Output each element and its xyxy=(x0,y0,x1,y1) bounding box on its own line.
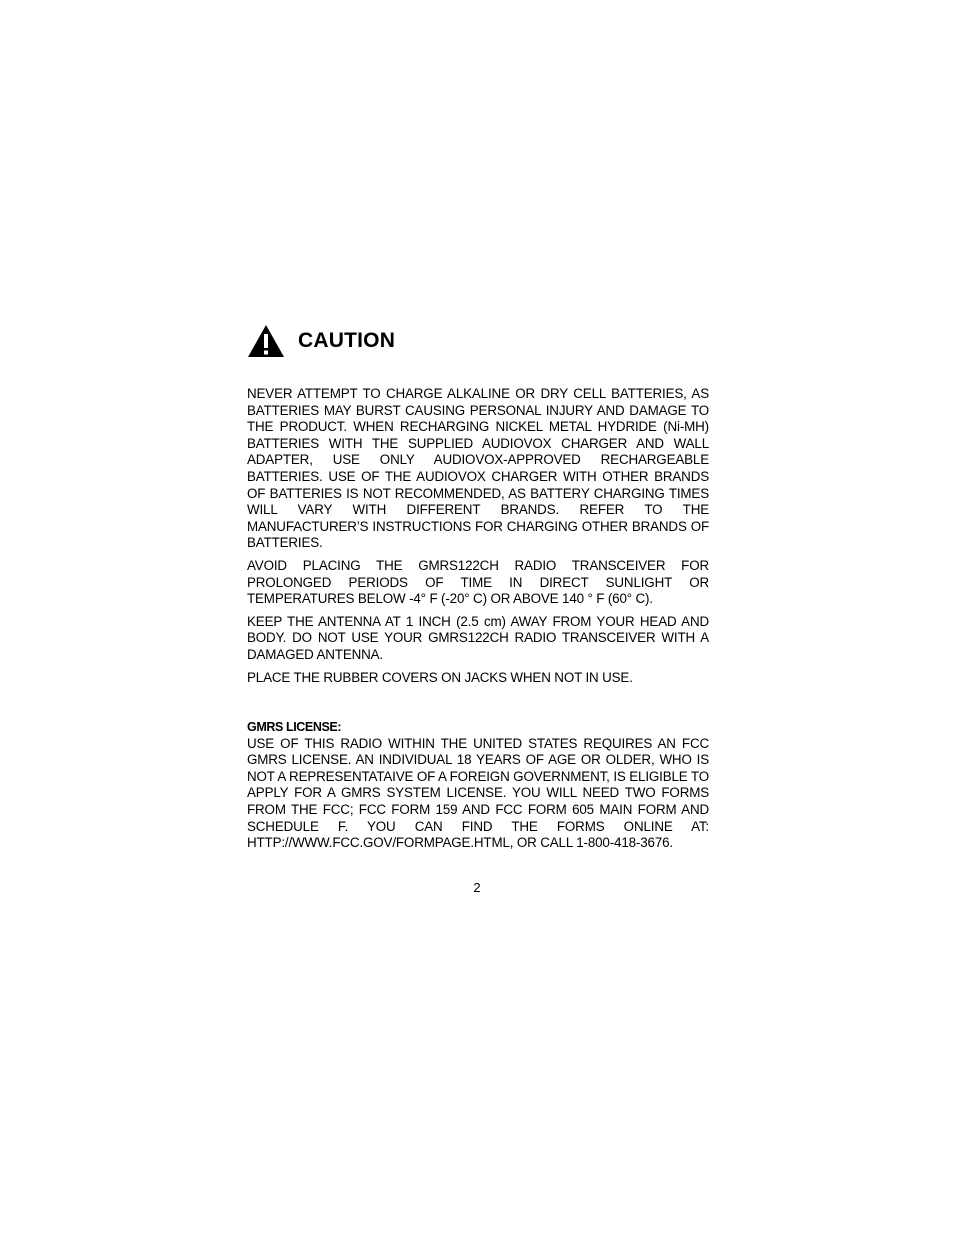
license-body: USE OF THIS RADIO WITHIN THE UNITED STATES REQUIRES AN FCC GMRS LICENSE. AN INDIVIDUAL 18 YEARS OF AGE OR OLDER, WHO IS NOT A REPRESENTATAIVE OF A FOREIGN GOVERNMENT, IS ELIGIBLE TO APPLY FOR A GMRS SYSTEM LICENSE. YOU WILL NEED TWO FORMS FROM THE FCC; FCC FORM 159 AND FCC FORM 605 MAIN FORM AND SCHEDULE F. YOU CAN FIND THE FORMS ONLINE AT: HTTP://WWW.FCC.GOV/FORMPAGE.HTML, OR CALL 1-800-418-3676. xyxy=(247,735,709,851)
caution-header xyxy=(247,322,709,360)
caution-paragraph-covers: PLACE THE RUBBER COVERS ON JACKS WHEN NOT IN USE. xyxy=(247,669,633,685)
caution-paragraph-charging: NEVER ATTEMPT TO CHARGE ALKALINE OR DRY CELL BATTERIES, AS BATTERIES MAY BURST CAUSING PERSONAL INJURY AND DAMAGE TO THE PRODUCT. WHEN RECHARGING NICKEL METAL HYDRIDE (Ni-MH) BATTERIES WITH THE SUPPLIED AUDIOVOX CHARGER AND WALL ADAPTER, USE ONLY AUDIOVOX-APPROVED RECHARGEABLE BATTERIES. USE OF THE AUDIOVOX CHARGER WITH OTHER BRANDS OF BATTERIES IS NOT RECOMMENDED, AS BATTERY CHARGING TIMES WILL VARY WITH DIFFERENT BRANDS. REFER TO THE MANUFACTURER’S INSTRUCTIONS FOR CHARGING OTHER BRANDS OF BATTERIES. xyxy=(247,386,709,551)
caution-title: CAUTION xyxy=(298,329,396,352)
license-section xyxy=(247,719,709,852)
manual-page xyxy=(247,322,709,852)
caution-paragraph-temperature: AVOID PLACING THE GMRS122CH RADIO TRANSCEIVER FOR PROLONGED PERIODS OF TIME IN DIRECT SUNLIGHT OR TEMPERATURES BELOW -4° F (-20° C) OR ABOVE 140 ° F (60° C). xyxy=(247,557,709,607)
warning-triangle-icon xyxy=(247,324,285,358)
page-number: 2 xyxy=(473,880,481,895)
caution-paragraph-antenna: KEEP THE ANTENNA AT 1 INCH (2.5 cm) AWAY FROM YOUR HEAD AND BODY. DO NOT USE YOUR GMRS122CH RADIO TRANSCEIVER WITH A DAMAGED ANTENNA. xyxy=(247,613,709,662)
caution-paragraphs xyxy=(247,386,709,686)
license-heading: GMRS LICENSE: xyxy=(247,720,342,735)
